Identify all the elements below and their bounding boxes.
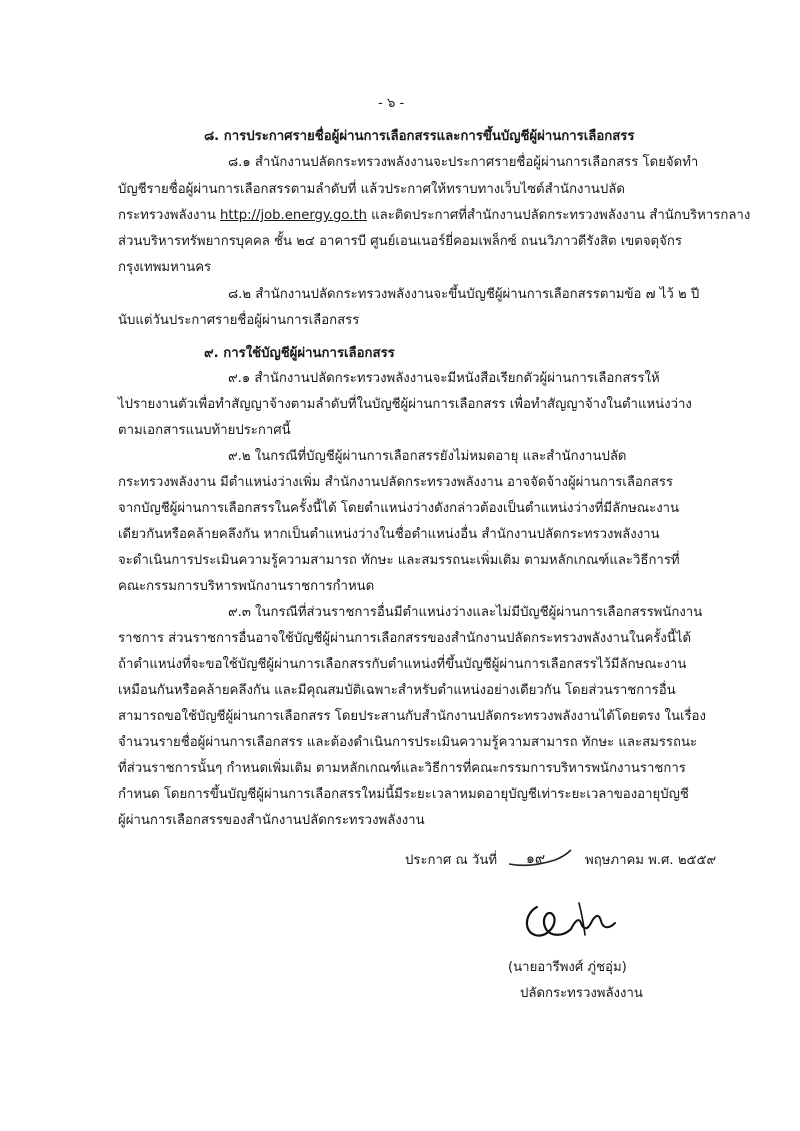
job-website-link[interactable]: http://job.energy.go.th [220, 208, 367, 223]
paragraph-9-2-line: กระทรวงพลังงาน มีตำแหน่งว่างเพิ่ม สำนักงานปลัดกระทรวงพลังงาน อาจจัดจ้างผู้ผ่านการเลือกสรร [118, 475, 674, 490]
announcement-day-handwritten: ๑๙ [526, 851, 546, 867]
section-8-heading: ๘. การประกาศรายชื่อผู้ผ่านการเลือกสรรและการขึ้นบัญชีผู้ผ่านการเลือกสรร [204, 129, 635, 144]
paragraph-9-2-line: คณะกรรมการบริหารพนักงานราชการกำหนด [118, 579, 375, 594]
paragraph-8-2-line: นับแต่วันประกาศรายชื่อผู้ผ่านการเลือกสรร [118, 313, 360, 328]
paragraph-9-1-line: ตามเอกสารแนบท้ายประกาศนี้ [118, 423, 291, 438]
paragraph-9-2-line: ๙.๒ ในกรณีที่บัญชีผู้ผ่านการเลือกสรรยังไม่หมดอายุ และสำนักงานปลัด [228, 449, 627, 464]
paragraph-9-1-line: ๙.๑ สำนักงานปลัดกระทรวงพลังงานจะมีหนังสือเรียกตัวผู้ผ่านการเลือกสรรให้ [228, 371, 660, 386]
paragraph-8-1-line: กรุงเทพมหานคร [118, 260, 212, 275]
paragraph-9-3-line: สามารถขอใช้บัญชีผู้ผ่านการเลือกสรร โดยประสานกับสำนักงานปลัดกระทรวงพลังงานได้โดยตรง ในเรื่อง [118, 709, 706, 724]
signature-image [515, 893, 635, 953]
paragraph-9-3-line: ราชการ ส่วนราชการอื่นอาจใช้บัญชีผู้ผ่านการเลือกสรรของสำนักงานปลัดกระทรวงพลังงานในครั้งนี้ได้ [118, 631, 692, 646]
paragraph-8-1-text: และติดประกาศที่สำนักงานปลัดกระทรวงพลังงาน สำนักบริหารกลาง [366, 208, 751, 223]
announcement-prefix: ประกาศ ณ วันที่ [405, 853, 498, 868]
signatory-title: ปลัดกระทรวงพลังงาน [520, 986, 643, 1001]
announcement-month-year: พฤษภาคม พ.ศ. ๒๕๕๙ [585, 853, 717, 868]
paragraph-9-3-line: ๙.๓ ในกรณีที่ส่วนราชการอื่นมีตำแหน่งว่างและไม่มีบัญชีผู้ผ่านการเลือกสรรพนักงาน [228, 605, 703, 620]
paragraph-9-3-line: กำหนด โดยการขึ้นบัญชีผู้ผ่านการเลือกสรรใหม่นี้มีระยะเวลาหมดอายุบัญชีเท่าระยะเวลาของอายุบัญชี [118, 787, 689, 802]
paragraph-9-2-line: จะดำเนินการประเมินความรู้ความสามารถ ทักษะ และสมรรถนะเพิ่มเติม ตามหลักเกณฑ์และวิธีการที่ [118, 553, 680, 568]
handwritten-day-underline [505, 846, 575, 870]
paragraph-9-1-line: ไปรายงานตัวเพื่อทำสัญญาจ้างตามลำดับที่ในบัญชีผู้ผ่านการเลือกสรร เพื่อทำสัญญาจ้างในตำแหน่งว่าง [118, 397, 692, 412]
paragraph-9-3-line: ที่ส่วนราชการนั้นๆ กำหนดเพิ่มเติม ตามหลักเกณฑ์และวิธีการที่คณะกรรมการบริหารพนักงานราชการ [118, 761, 686, 776]
paragraph-8-1-line: บัญชีรายชื่อผู้ผ่านการเลือกสรรตามลำดับที่ แล้วประกาศให้ทราบทางเว็บไซต์สำนักงานปลัด [118, 182, 625, 197]
paragraph-8-1-text: กระทรวงพลังงาน [118, 208, 221, 223]
section-9-heading: ๙. การใช้บัญชีผู้ผ่านการเลือกสรร [204, 346, 395, 361]
paragraph-9-2-line: จากบัญชีผู้ผ่านการเลือกสรรในครั้งนี้ได้ โดยตำแหน่งว่างดังกล่าวต้องเป็นตำแหน่งว่างที่มีลักษณะงาน [118, 501, 680, 516]
paragraph-8-2-line: ๘.๒ สำนักงานปลัดกระทรวงพลังงานจะขึ้นบัญชีผู้ผ่านการเลือกสรรตามข้อ ๗ ไว้ ๒ ปี [228, 287, 700, 302]
paragraph-9-2-line: เดียวกันหรือคล้ายคลึงกัน หากเป็นตำแหน่งว่างในชื่อตำแหน่งอื่น สำนักงานปลัดกระทรวงพลังงาน [118, 527, 660, 542]
paragraph-9-3-line: ถ้าตำแหน่งที่จะขอใช้บัญชีผู้ผ่านการเลือกสรรกับตำแหน่งที่ขึ้นบัญชีผู้ผ่านการเลือกสรรไว้มีลักษณะงาน [118, 657, 687, 672]
paragraph-8-1-line [118, 206, 750, 226]
paragraph-9-3-line: ผู้ผ่านการเลือกสรรของสำนักงานปลัดกระทรวงพลังงาน [118, 813, 425, 828]
paragraph-9-3-line: เหมือนกันหรือคล้ายคลึงกัน และมีคุณสมบัติเฉพาะสำหรับตำแหน่งอย่างเดียวกัน โดยส่วนราชการอื่น [118, 683, 676, 698]
page-number: - ๖ - [378, 96, 405, 111]
paragraph-9-3-line: จำนวนรายชื่อผู้ผ่านการเลือกสรร และต้องดำเนินการประเมินความรู้ความสามารถ ทักษะ และสมรรถนะ [118, 735, 698, 750]
paragraph-8-1-line: ๘.๑ สำนักงานปลัดกระทรวงพลังงานจะประกาศรายชื่อผู้ผ่านการเลือกสรร โดยจัดทำ [228, 155, 699, 170]
signatory-name: (นายอารีพงศ์ ภู่ชอุ่ม) [508, 960, 627, 975]
paragraph-8-1-line: ส่วนบริหารทรัพยากรบุคคล ชั้น ๒๔ อาคารบี ศูนย์เอนเนอร์ยี่คอมเพล็กซ์ ถนนวิภาวดีรังสิต เขตจตุจักร [118, 234, 682, 249]
